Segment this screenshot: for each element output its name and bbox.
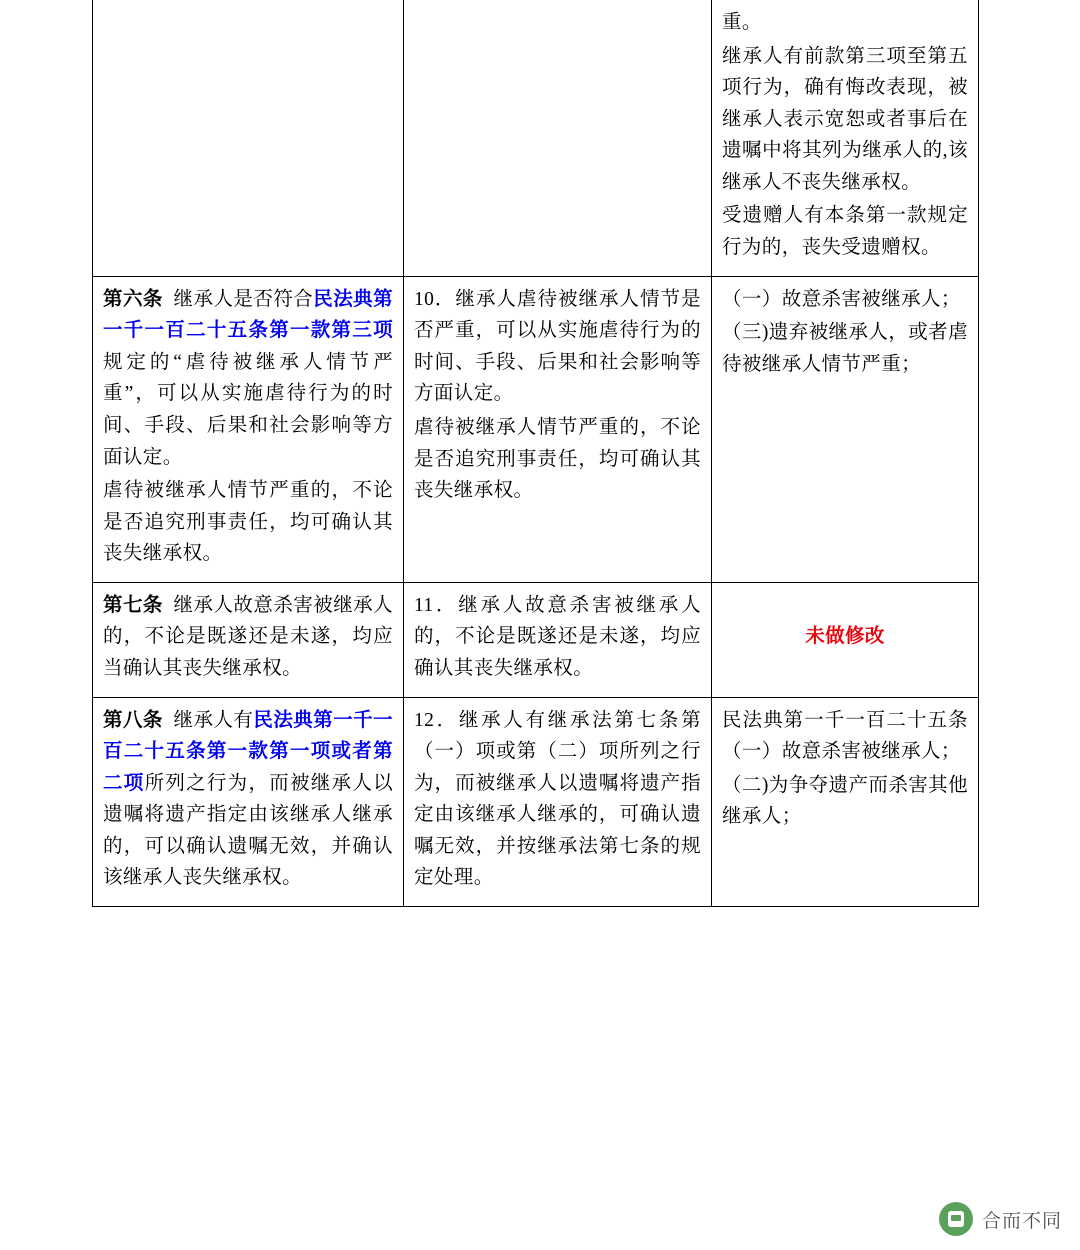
comparison-table — [92, 0, 979, 907]
old-paragraph: 11．继承人故意杀害被继承人的，不论是既遂还是未遂，均应确认其丧失继承权。 — [414, 594, 701, 679]
article-text — [103, 590, 393, 685]
article-body-part: 继承人是否符合 — [173, 288, 314, 310]
watermark — [939, 1202, 1062, 1236]
wechat-official-account-icon — [939, 1202, 973, 1236]
status-badge: 未做修改 — [805, 626, 885, 648]
cell-old-provision — [404, 276, 712, 582]
reference-paragraph: （一）故意杀害被继承人； — [722, 288, 961, 310]
cell-new-provision — [93, 582, 404, 697]
cell-reference — [712, 276, 979, 582]
article-body-part: 继承人故意杀害被继承人的，不论是既遂还是未遂，均应当确认其丧失继承权。 — [103, 594, 393, 679]
article-label: 第八条 — [103, 709, 163, 731]
watermark-label: 合而不同 — [981, 1210, 1062, 1232]
law-reference-link[interactable]: 民法典第一千一百二十五条第一款第三项 — [103, 288, 393, 342]
article-text — [103, 705, 393, 894]
reference-paragraph: 受遗赠人有本条第一款规定行为的，丧失受遗赠权。 — [722, 205, 968, 259]
article-text — [103, 284, 393, 473]
cell-old-provision — [404, 0, 712, 276]
cell-new-provision — [93, 697, 404, 906]
table-row — [93, 582, 979, 697]
article-label: 第六条 — [103, 288, 163, 310]
cell-reference — [712, 697, 979, 906]
old-paragraph: 虐待被继承人情节严重的，不论是否追究刑事责任，均可确认其丧失继承权。 — [414, 416, 701, 502]
article-body-part: 所列之行为，而被继承人以遗嘱将遗产指定由该继承人继承的，可以确认遗嘱无效，并确认该继承人丧失继承权。 — [103, 772, 393, 889]
reference-paragraph: （三)遗弃被继承人，或者虐待被继承人情节严重； — [722, 322, 968, 375]
article-paragraph: 虐待被继承人情节严重的，不论是否追究刑事责任，均可确认其丧失继承权。 — [103, 480, 393, 565]
reference-paragraph: 民法典第一千一百二十五条（一）故意杀害被继承人； — [722, 709, 968, 763]
old-paragraph: 12．继承人有继承法第七条第（一）项或第（二）项所列之行为，而被继承人以遗嘱将遗产指定由该继承人继承的，可确认遗嘱无效，并按继承法第七条的规定处理。 — [414, 709, 701, 889]
article-label: 第七条 — [103, 594, 163, 616]
table-row — [93, 0, 979, 276]
law-reference-link[interactable]: 民法典第一千一百二十五条第一款第一项或者第二项 — [103, 709, 394, 794]
reference-paragraph: 继承人有前款第三项至第五项行为，确有悔改表现，被继承人表示宽恕或者事后在遗嘱中将其列为继承人的,该继承人不丧失继承权。 — [722, 45, 968, 193]
reference-paragraph: 重。 — [722, 12, 762, 33]
cell-new-provision — [93, 276, 404, 582]
article-body-part: 规定的“虐待被继承人情节严重”，可以从实施虐待行为的时间、手段、后果和社会影响等方面认定。 — [103, 351, 393, 468]
cell-old-provision — [404, 582, 712, 697]
reference-paragraph: （二)为争夺遗产而杀害其他继承人； — [722, 774, 968, 828]
cell-reference — [712, 0, 979, 276]
article-body-part: 继承人有 — [173, 709, 254, 731]
table-row — [93, 276, 979, 582]
cell-new-provision — [93, 0, 404, 276]
table-row — [93, 697, 979, 906]
old-paragraph: 10．继承人虐待被继承人情节是否严重，可以从实施虐待行为的时间、手段、后果和社会影响等方面认定。 — [414, 288, 701, 405]
cell-old-provision — [404, 697, 712, 906]
cell-reference — [712, 582, 979, 697]
